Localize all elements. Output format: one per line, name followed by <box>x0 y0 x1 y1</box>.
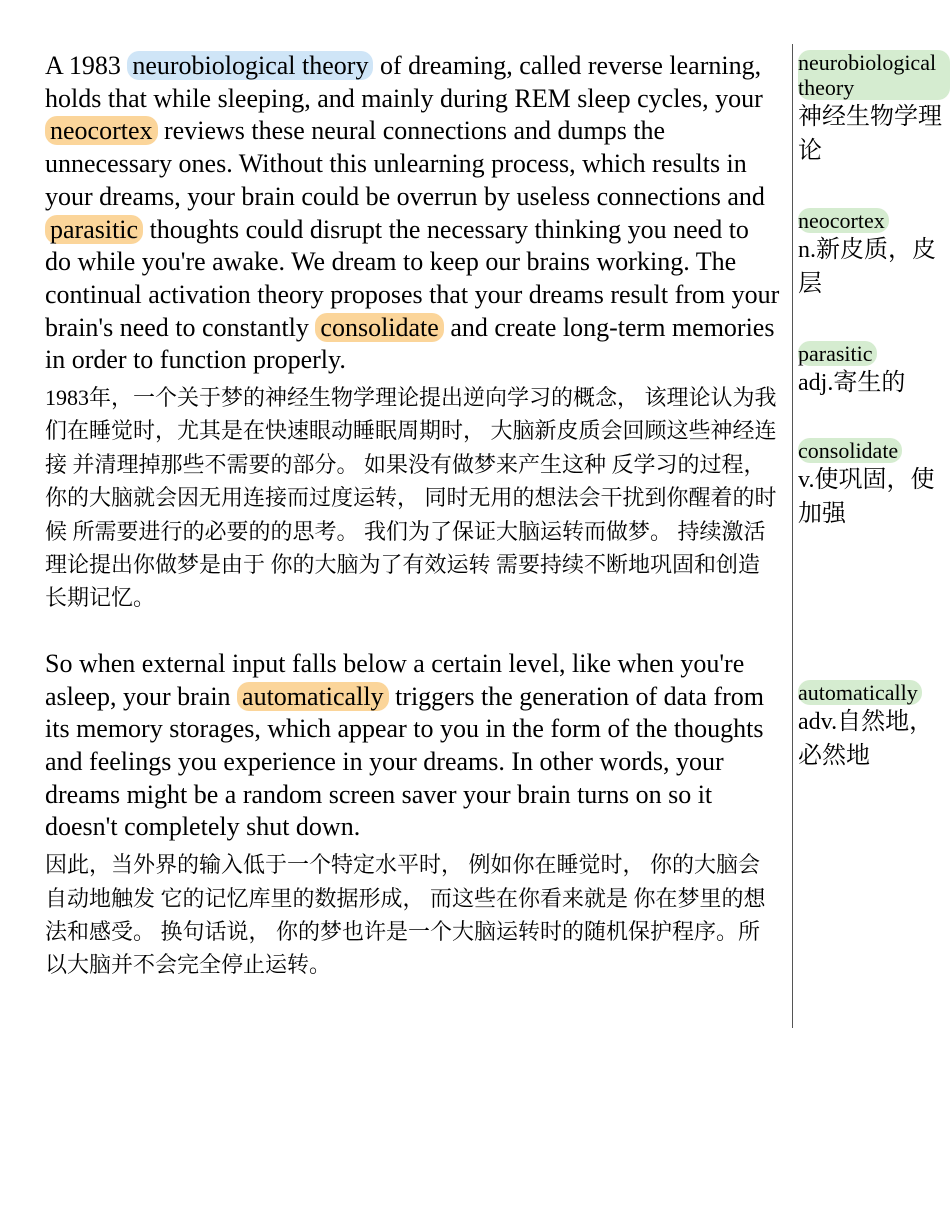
text-run: triggers the generation of data from its memory storages, which appear to you in the form of the thoughts and feelings you experience in your dreams. In other words, your dreams might be a random screen saver your brain turns on so it doesn't completely shut down. <box>45 681 764 842</box>
glossary-definition: 神经生物学理论 <box>798 104 942 164</box>
glossary-term[interactable]: consolidate <box>798 438 902 463</box>
glossary-term[interactable]: neocortex <box>798 208 889 233</box>
highlight-automatically[interactable]: automatically <box>237 682 389 711</box>
text-run: So when external input falls below a certain level, like when you're asleep, your brain <box>45 648 745 711</box>
highlight-neocortex[interactable]: neocortex <box>45 116 158 145</box>
glossary-entry-automatically <box>798 680 950 773</box>
glossary-definition: v.使巩固，使加强 <box>798 467 935 527</box>
highlight-parasitic[interactable]: parasitic <box>45 215 143 244</box>
text-run: of dreaming, called reverse learning, holds that while sleeping, and mainly during REM sleep cycles, your <box>45 51 763 113</box>
text-run: thoughts could disrupt the necessary thinking you need to do while you're awake. We dream to keep our brains working. The continual activation theory proposes that your dreams result from your brain's need to constantly <box>45 214 780 342</box>
glossary-definition: n.新皮质，皮层 <box>798 237 936 297</box>
glossary-term[interactable]: automatically <box>798 680 922 705</box>
glossary-definition: adv.自然地，必然地 <box>798 709 934 769</box>
chinese-translation-1: 1983年，一个关于梦的神经生物学理论提出逆向学习的概念， 该理论认为我们在睡觉时，尤其是在快速眼动睡眠周期时， 大脑新皮质会回顾这些神经连接 并清理掉那些不需要的部分。 如果没有做梦来产生这种 反学习的过程， 你的大脑就会因无用连接而过度运转， 同时无用的想法会干扰到你醒着的时候 所需要进行的必要的的思考。 我们为了保证大脑运转而做梦。 持续激活理论提出你做梦是由于 你的大脑为了有效运转 需要持续不断地巩固和创造长期记忆。 <box>45 385 777 611</box>
glossary-entry-parasitic <box>798 341 950 400</box>
text-run: reviews these neural connections and dumps the unnecessary ones. Without this unlearning process, which results in your dreams, your brain could be overrun by useless connections and <box>45 116 765 211</box>
glossary-term[interactable]: parasitic <box>798 341 877 366</box>
chinese-translation-2: 因此，当外界的输入低于一个特定水平时， 例如你在睡觉时， 你的大脑会自动地触发 它的记忆库里的数据形成， 而这些在你看来就是 你在梦里的想法和感受。 换句话说， 你的梦也许是一个大脑运转时的随机保护程序。所以大脑并不会完全停止运转。 <box>45 852 766 978</box>
document-body <box>45 50 780 982</box>
glossary-entry-neocortex <box>798 208 950 301</box>
highlight-neurobiological-theory[interactable]: neurobiological theory <box>127 51 373 80</box>
glossary-entry-consolidate <box>798 438 950 531</box>
column-divider <box>792 44 793 1028</box>
glossary-definition: adj.寄生的 <box>798 370 906 396</box>
highlight-consolidate[interactable]: consolidate <box>315 313 443 342</box>
text-run: and create long-term memories in order to function properly. <box>45 312 775 375</box>
text-run: A 1983 <box>45 51 128 80</box>
glossary-term[interactable]: neurobiological theory <box>798 50 950 100</box>
paragraph-1 <box>45 50 780 615</box>
glossary-entry-neurobiological-theory <box>798 50 950 168</box>
paragraph-2 <box>45 648 780 982</box>
english-text-2 <box>45 648 780 844</box>
english-text-1 <box>45 50 780 377</box>
